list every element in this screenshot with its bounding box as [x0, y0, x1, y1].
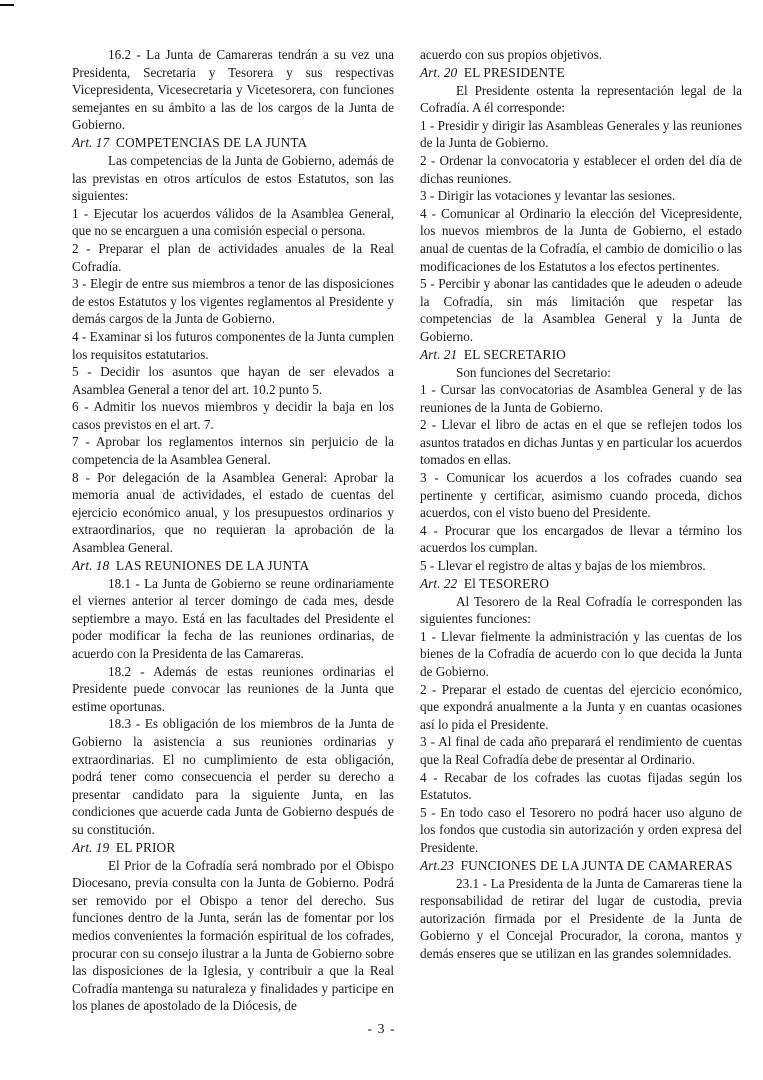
document-page — [72, 46, 742, 1036]
list-item: 1 - Cursar las convocatorias de Asamblea General y de las reuniones de la Junta de Gobierno. — [420, 382, 742, 415]
list-item: 2 - Ordenar la convocatoria y establecer el orden del día de dichas reuniones. — [420, 152, 742, 186]
list-item: 2 - Preparar el estado de cuentas del ejercicio económico, que expondrá anualmente a la Junta y en cuantas ocasiones así lo pida el Presidente. — [420, 681, 742, 732]
article-20-intro: El Presidente ostenta la representación legal de la Cofradía. A él corresponde: — [420, 82, 742, 116]
corner-mark — [0, 4, 14, 6]
article-number: Art. 17 — [72, 134, 110, 150]
article-20-heading — [420, 64, 742, 82]
list-item: 2 - Preparar el plan de actividades anuales de la Real Cofradía. — [72, 240, 394, 274]
article-19-heading — [72, 839, 394, 857]
list-item: 4 - Examinar si los futuros componentes de la Junta cumplen los requisitos estatutarios. — [72, 328, 394, 362]
article-number: Art. 20 — [420, 64, 458, 80]
article-17-intro: Las competencias de la Junta de Gobierno, además de las previstas en otros artículos de estos Estatutos, son las siguientes: — [72, 152, 394, 204]
article-22-intro: Al Tesorero de la Real Cofradía le corresponden las siguientes funciones: — [420, 593, 742, 627]
list-item: 3 - Comunicar los acuerdos a los cofrades cuando sea pertinente y certificar, asimismo cuando proceda, dichos acuerdos, con el visto bueno del Presidente. — [420, 470, 742, 521]
article-21-intro: Son funciones del Secretario: — [456, 364, 611, 380]
article-number: Art. 19 — [72, 839, 110, 855]
list-item: 3 - Elegir de entre sus miembros a tenor de las disposiciones de estos Estatutos y los vigentes reglamentos al Presidente y demás cargos de la Junta de Gobierno. — [72, 276, 394, 327]
paragraph-16-2: 16.2 - La Junta de Camareras tendrán a su vez una Presidenta, Secretaria y Tesorera y sus respectivas Vicepresidenta, Vicesecretaria y Vicetesorera, con funciones semejantes en su ámbito a las de los cargos de la Junta de Gobierno. — [72, 47, 394, 133]
article-number: Art.23 — [420, 857, 454, 873]
paragraph-18-3: 18.3 - Es obligación de los miembros de la Junta de Gobierno la asistencia a sus reuniones ordinarias y extraordinarias. El no cumplimiento de esta obligación, podrá tener como consecuencia el perder su derecho a presentar candidato para la siguiente Junta, en las condiciones que acuerde cada Junta de Gobierno después de su constitución. — [72, 716, 394, 837]
article-23-heading — [420, 857, 742, 875]
list-item: 4 - Recabar de los cofrades las cuotas fijadas según los Estatutos. — [420, 769, 742, 803]
article-title: LAS REUNIONES DE LA JUNTA — [115, 557, 310, 573]
right-column — [420, 46, 742, 1036]
list-item: 5 - Llevar el registro de altas y bajas de los miembros. — [420, 558, 706, 574]
continuation-text: acuerdo con sus propios objetivos. — [420, 47, 603, 62]
article-number: Art. 21 — [420, 346, 458, 362]
article-title: El TESORERO — [463, 575, 550, 591]
paragraph-18-1: 18.1 - La Junta de Gobierno se reune ordinariamente el viernes anterior al tercer domingo de cada mes, desde septiembre a mayo. Está en las facultades del Presidente el poder modificar la fecha de las reuniones ordinarias, de acuerdo con la Presidenta de las Camareras. — [72, 575, 394, 661]
list-item: 4 - Procurar que los encargados de llevar a término los acuerdos los cumplan. — [420, 522, 742, 556]
list-item: 8 - Por delegación de la Asamblea General: Aprobar la memoria anual de actividades, el estado de cuentas del ejercicio económico anual, y los presupuestos ordinarios y extraordinarios, que no requieran la aprobación de la Asamblea General. — [72, 469, 394, 556]
list-item: 1 - Presidir y dirigir las Asambleas Generales y las reuniones de la Junta de Gobierno. — [420, 117, 742, 151]
paragraph-18-2: 18.2 - Además de estas reuniones ordinarias el Presidente puede convocar las reuniones de la Junta que estime oportunas. — [72, 663, 394, 714]
list-item: 3 - Al final de cada año preparará el rendimiento de cuentas que la Real Cofradía debe de presentar al Ordinario. — [420, 734, 742, 767]
article-number: Art. 22 — [420, 575, 458, 591]
article-title: EL PRIOR — [115, 839, 176, 855]
article-22-heading — [420, 575, 742, 593]
list-item: 2 - Llevar el libro de actas en el que se reflejen todos los asuntos tratados en dichas Juntas y en particular los acuerdos tomados en ellas. — [420, 417, 742, 468]
article-19-text: El Prior de la Cofradía será nombrado por el Obispo Diocesano, previa consulta con la Junta de Gobierno. Podrá ser removido por el Obispo a tenor del derecho. Sus funciones dentro de la Junta, serán las de fomentar por los medios convenientes la formación espiritual de los cofrades, procurar con su consejo ilustrar a la Junta de Gobierno sobre las disposiciones de la Iglesia, y contribuir a que la Real Cofradía mantenga su naturaleza y finalidades y participe en los planes de apostolado de la Diócesis, de — [72, 857, 394, 1014]
article-title: FUNCIONES DE LA JUNTA DE CAMARERAS — [460, 857, 733, 873]
article-17-heading — [72, 134, 394, 152]
article-number: Art. 18 — [72, 557, 110, 573]
page-number: - 3 - — [367, 1022, 396, 1037]
article-18-heading — [72, 557, 394, 575]
article-title: EL PRESIDENTE — [463, 64, 565, 80]
article-title: EL SECRETARIO — [463, 346, 566, 362]
list-item: 4 - Comunicar al Ordinario la elección del Vicepresidente, los nuevos miembros de la Junta de Gobierno, el estado anual de cuentas de la Cofradía, el cambio de domicilio o las modificaciones de los Estatutos a los efectos pertinentes. — [420, 205, 742, 274]
list-item: 5 - Decidir los asuntos que hayan de ser elevados a Asamblea General a tenor del art. 10.2 punto 5. — [72, 364, 394, 397]
list-item: 7 - Aprobar los reglamentos internos sin perjuicio de la competencia de la Asamblea General. — [72, 434, 394, 468]
list-item: 3 - Dirigir las votaciones y levantar las sesiones. — [420, 188, 676, 204]
list-item: 1 - Ejecutar los acuerdos válidos de la Asamblea General, que no se encarguen a una comisión especial o persona. — [72, 205, 394, 239]
article-21-heading — [420, 346, 742, 364]
list-item: 5 - Percibir y abonar las cantidades que le adeuden o adeude la Cofradía, sin más limitación que respetar las competencias de la Asamblea General y la Junta de Gobierno. — [420, 276, 742, 344]
article-title: COMPETENCIAS DE LA JUNTA — [115, 134, 308, 150]
left-column — [72, 46, 394, 1036]
list-item: 6 - Admitir los nuevos miembros y decidir la baja en los casos previstos en el art. 7. — [72, 399, 394, 432]
list-item: 5 - En todo caso el Tesorero no podrá hacer uso alguno de los fondos que custodia sin autorización y orden expresa del Presidente. — [420, 804, 742, 855]
article-23-text: 23.1 - La Presidenta de la Junta de Camareras tiene la responsabilidad de retirar del lugar de custodia, previa autorización firmada por el Presidente de la Junta de Gobierno y el Concejal Procurador, la corona, mantos y demás enseres que se utilizan en las grandes solemnidades. — [420, 875, 742, 961]
list-item: 1 - Llevar fielmente la administración y las cuentas de los bienes de la Cofradía de acuerdo con lo que decida la Junta de Gobierno. — [420, 628, 742, 679]
